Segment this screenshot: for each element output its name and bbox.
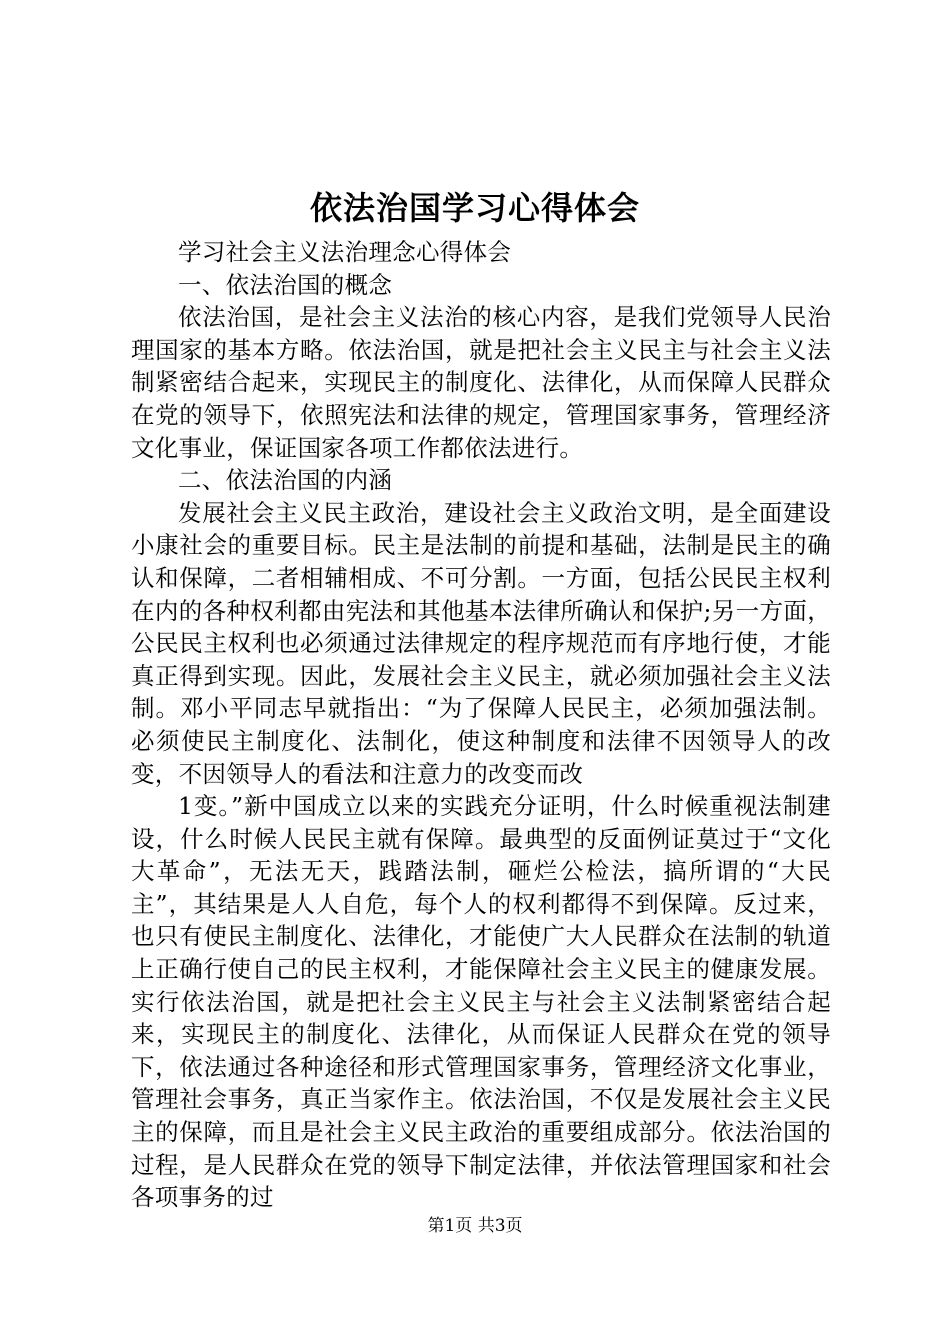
section-heading-connotation: 二、依法治国的内涵 <box>178 466 393 495</box>
section-heading-concept: 一、依法治国的概念 <box>178 270 393 299</box>
paragraph-continuation: 1变。”新中国成立以来的实践充分证明，什么时候重视法制建设，什么时候人民民主就有保障。最典型的反面例证莫过于“文化大革命”，无法无天，践踏法制，砸烂公检法，搞所谓的“大民主”，其结果是人人自危，每个人的权利都得不到保障。反过来，也只有使民主制度化、法律化，才能使广大人民群众在法制的轨道上正确行使自己的民主权利，才能保障社会主义民主的健康发展。实行依法治国，就是把社会主义民主与社会主义法制紧密结合起来，实现民主的制度化、法律化，从而保证人民群众在党的领导下，依法通过各种途径和形式管理国家事务，管理经济文化事业，管理社会事务，真正当家作主。依法治国，不仅是发展社会主义民主的保障，而且是社会主义民主政治的重要组成部分。依法治国的过程，是人民群众在党的领导下制定法律，并依法管理国家和社会各项事务的过 <box>131 792 831 1212</box>
paragraph-concept: 依法治国，是社会主义法治的核心内容，是我们党领导人民治理国家的基本方略。依法治国，就是把社会主义民主与社会主义法制紧密结合起来，实现民主的制度化、法律化，从而保障人民群众在党的领导下，依照宪法和法律的规定，管理国家事务，管理经济文化事业，保证国家各项工作都依法进行。 <box>131 303 831 462</box>
paragraph-subtitle: 学习社会主义法治理念心得体会 <box>178 238 512 266</box>
document-body <box>131 236 831 1214</box>
page-number-footer: 第1页 共3页 <box>427 1216 523 1236</box>
paragraph-connotation: 发展社会主义民主政治，建设社会主义政治文明，是全面建设小康社会的重要目标。民主是法制的前提和基础，法制是民主的确认和保障，二者相辅相成、不可分割。一方面，包括公民民主权利在内的各种权利都由宪法和其他基本法律所确认和保护;另一方面，公民民主权利也必须通过法律规定的程序规范而有序地行使，才能真正得到实现。因此，发展社会主义民主，就必须加强社会主义法制。邓小平同志早就指出：“为了保障人民民主，必须加强法制。必须使民主制度化、法制化，使这种制度和法律不因领导人的改变，不因领导人的看法和注意力的改变而改 <box>131 498 831 788</box>
document-title: 依法治国学习心得体会 <box>309 189 640 227</box>
